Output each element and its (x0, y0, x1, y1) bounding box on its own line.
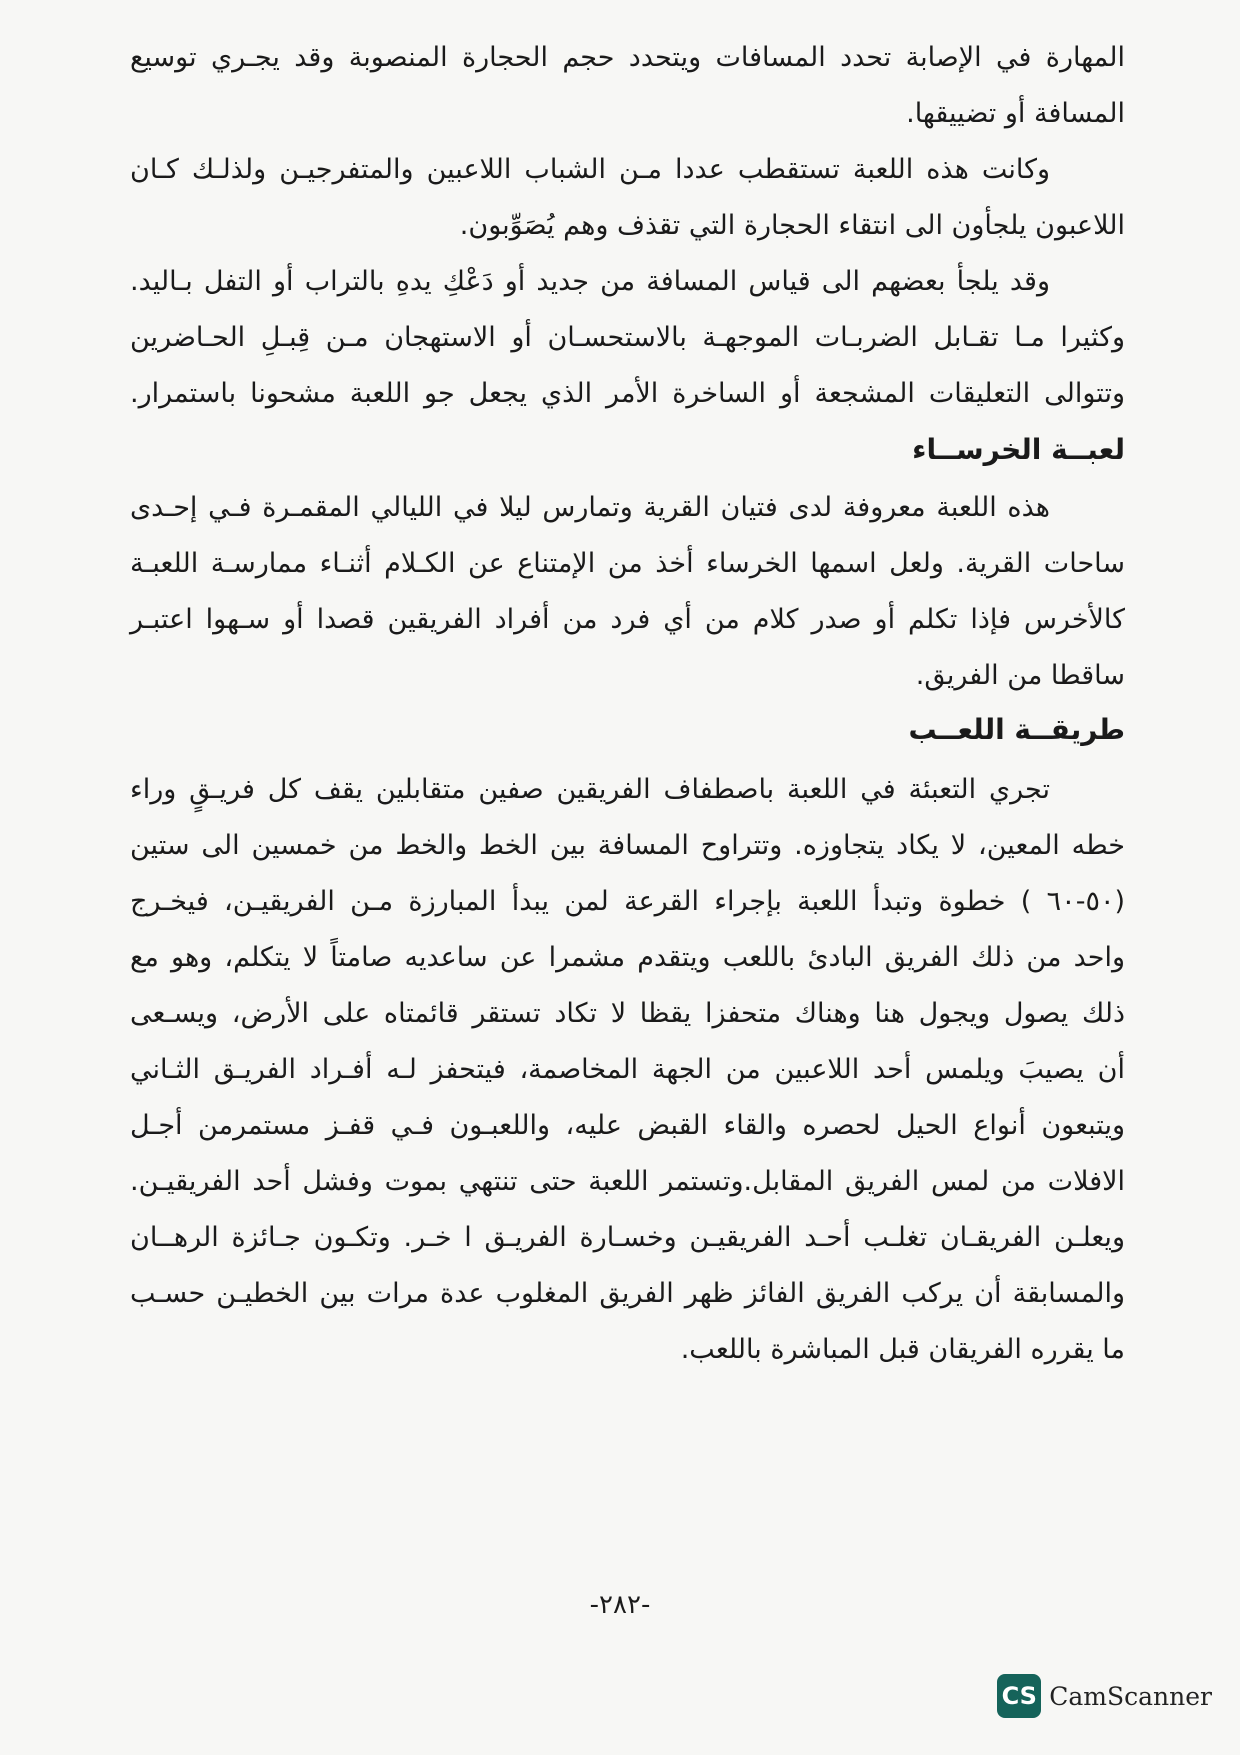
text-line: المهارة في الإصابة تحدد المسافات ويتحدد حجم الحجارة المنصوبة وقد يجـري توسيع (130, 42, 1125, 73)
text-line: ما يقرره الفريقان قبل المباشرة باللعب. (680, 1334, 1125, 1365)
section-heading: طريقــة اللعــب (908, 713, 1125, 746)
text-line: وتتوالى التعليقات المشجعة أو الساخرة الأمر الذي يجعل جو اللعبة مشحونا باستمرار. (130, 378, 1125, 409)
text-line: ساقطا من الفريق. (915, 660, 1125, 691)
text-line: ذلك يصول ويجول هنا وهناك متحفزا يقظا لا تكاد تستقر قائمتاه على الأرض، ويسـعى (130, 998, 1125, 1029)
camscanner-label: CamScanner (1049, 1681, 1212, 1711)
text-line: واحد من ذلك الفريق البادئ باللعب ويتقدم مشمرا عن ساعديه صامتاً لا يتكلم، وهو مع (130, 942, 1125, 973)
text-line: تجري التعبئة في اللعبة باصطفاف الفريقين صفين متقابلين يقف كل فريـقٍ وراء (130, 774, 1050, 805)
page-number: -٢٨٢- (589, 1590, 651, 1620)
text-line: وكثيرا مـا تقـابل الضربـات الموجهـة بالاستحسـان أو الاستهجان مـن قِبـلِ الحـاضرين (130, 322, 1125, 353)
text-line: الافلات من لمس الفريق المقابل.وتستمر اللعبة حتى تنتهي بموت وفشل أحد الفريقيـن. (130, 1166, 1125, 1197)
camscanner-watermark (997, 1671, 1212, 1721)
text-line: وقد يلجأ بعضهم الى قياس المسافة من جديد أو دَعْكِ يدهِ بالتراب أو التفل بـاليد. (130, 266, 1050, 297)
page-body (130, 28, 1125, 1588)
text-line: المسافة أو تضييقها. (906, 98, 1125, 129)
text-line: ساحات القرية. ولعل اسمها الخرساء أخذ من الإمتناع عن الكـلام أثنـاء ممارسـة اللعبـة (130, 548, 1125, 579)
text-line: خطه المعين، لا يكاد يتجاوزه. وتتراوح المسافة بين الخط والخط من خمسين الى ستين (130, 830, 1125, 861)
text-line: (٥٠-٦٠ ) خطوة وتبدأ اللعبة بإجراء القرعة لمن يبدأ المبارزة مـن الفريقيـن، فيخـرج (130, 886, 1125, 917)
text-line: هذه اللعبة معروفة لدى فتيان القرية وتمارس ليلا في الليالي المقمـرة فـي إحـدى (130, 492, 1050, 523)
section-heading: لعبــة الخرســاء (912, 433, 1125, 466)
text-line: اللاعبون يلجأون الى انتقاء الحجارة التي تقذف وهم يُصَوِّبون. (459, 210, 1125, 241)
text-line: أن يصيبَ ويلمس أحد اللاعبين من الجهة المخاصمة، فيتحفز لـه أفـراد الفريـق الثـاني (130, 1054, 1125, 1085)
text-line: ويعلـن الفريقـان تغلـب أحـد الفريقيـن وخسـارة الفريـق ا خـر. وتكـون جـائزة الرهــان (130, 1222, 1125, 1253)
text-line: كالأخرس فإذا تكلم أو صدر كلام من أي فرد من أفراد الفريقين قصدا أو سـهوا اعتبـر (130, 604, 1125, 635)
text-line: ويتبعون أنواع الحيل لحصره والقاء القبض عليه، واللعبـون فـي قفـز مستمرمن أجـل (130, 1110, 1125, 1141)
text-line: والمسابقة أن يركب الفريق الفائز ظهر الفريق المغلوب عدة مرات بين الخطيـن حسـب (130, 1278, 1125, 1309)
camscanner-logo-icon: CS (997, 1674, 1041, 1718)
text-line: وكانت هذه اللعبة تستقطب عددا مـن الشباب اللاعبين والمتفرجيـن ولذلـك كـان (130, 154, 1050, 185)
